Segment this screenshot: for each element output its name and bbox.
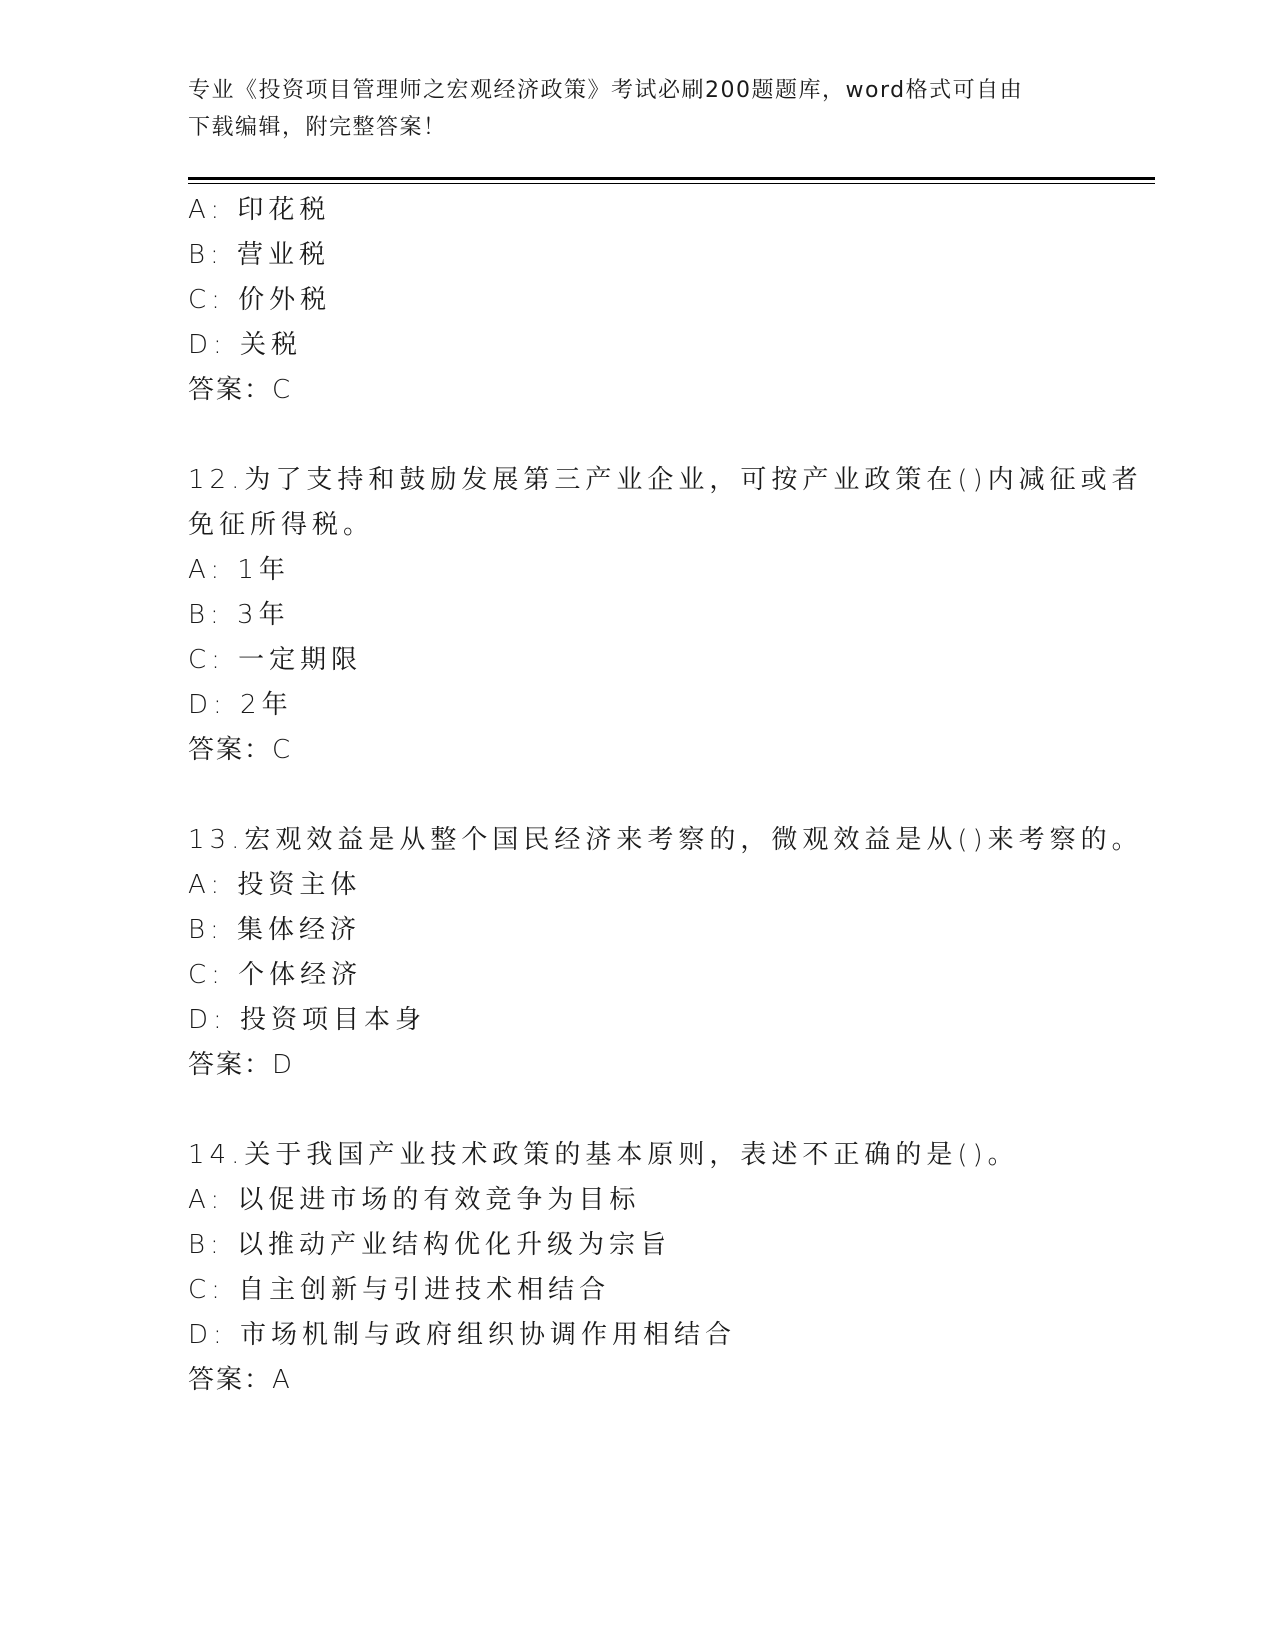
q11-option-b: B: 营业税 bbox=[188, 240, 331, 270]
q12-stem-line-1: 12.为了支持和鼓励发展第三产业企业，可按产业政策在()内减征或者 bbox=[188, 465, 1143, 495]
q13-option-b: B: 集体经济 bbox=[188, 915, 362, 945]
q13-stem-line-1: 13.宏观效益是从整个国民经济来考察的，微观效益是从()来考察的。 bbox=[188, 825, 1143, 855]
q12-answer: 答案：C bbox=[188, 735, 293, 765]
q11-option-a: A: 印花税 bbox=[188, 195, 331, 225]
header-rule-thick bbox=[188, 177, 1155, 180]
q11-option-c: C: 价外税 bbox=[188, 285, 332, 315]
header-line-2: 下载编辑，附完整答案！ bbox=[188, 115, 447, 140]
q12-stem-line-2: 免征所得税。 bbox=[188, 510, 375, 540]
q14-option-a: A: 以促进市场的有效竞争为目标 bbox=[188, 1185, 641, 1215]
q12-option-c: C: 一定期限 bbox=[188, 645, 363, 675]
q14-option-b: B: 以推动产业结构优化升级为宗旨 bbox=[188, 1230, 672, 1260]
header-rule-thin bbox=[188, 183, 1155, 184]
q14-option-c: C: 自主创新与引进技术相结合 bbox=[188, 1275, 611, 1305]
q14-option-d: D: 市场机制与政府组织协调作用相结合 bbox=[188, 1320, 737, 1350]
q13-option-c: C: 个体经济 bbox=[188, 960, 363, 990]
q13-answer: 答案：D bbox=[188, 1050, 295, 1080]
q11-answer: 答案：C bbox=[188, 375, 293, 405]
q13-option-a: A: 投资主体 bbox=[188, 870, 362, 900]
q14-stem-line-1: 14.关于我国产业技术政策的基本原则，表述不正确的是()。 bbox=[188, 1140, 1019, 1170]
document-header bbox=[188, 72, 1068, 146]
q14-answer: 答案：A bbox=[188, 1365, 292, 1395]
q12-option-b: B: 3年 bbox=[188, 600, 290, 630]
q13-option-d: D: 投资项目本身 bbox=[188, 1005, 427, 1035]
q12-option-a: A: 1年 bbox=[188, 555, 290, 585]
header-line-1: 专业《投资项目管理师之宏观经济政策》考试必刷200题题库，word格式可自由 bbox=[188, 78, 1024, 103]
q11-option-d: D: 关税 bbox=[188, 330, 303, 360]
q12-option-d: D: 2年 bbox=[188, 690, 293, 720]
